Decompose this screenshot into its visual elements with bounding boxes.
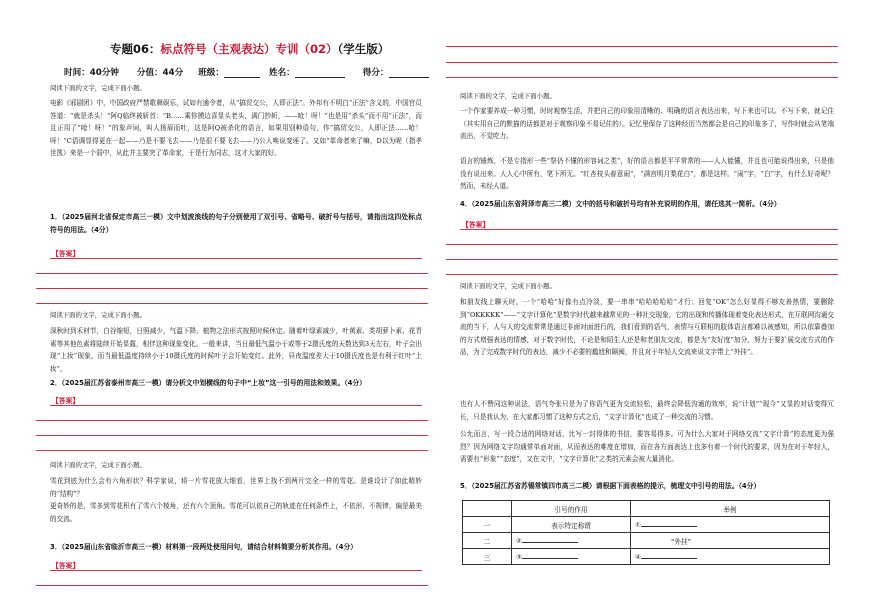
answer-line [446,62,838,63]
question-3: 3．（2025届山东省临沂市高三一模）材料第一段两处使用问句，请结合材料简要分析其作用。（4分） [50,543,358,551]
grade-label: 得分： [362,68,389,78]
title-prefix: 专题06： [110,42,161,56]
answer-line [50,405,422,406]
passage3-instruction: 阅读下面的文字，完成下面小题。 [50,461,146,469]
page-title [110,41,410,57]
answer-line [50,570,422,571]
table-row [463,533,830,549]
grade-blank[interactable] [389,68,429,78]
answer-line [36,420,428,421]
answer-line [446,274,838,275]
question-5: 5．（2025届江苏省苏锡常镇四市高三二模）请根据下面表格的提示，梳理文中引号的用法。（4分） [460,482,761,490]
time-label: 时间：40分钟 [64,68,119,78]
table-cell[interactable] [512,533,631,549]
blank-label: ② [516,536,522,545]
title-suffix: （学生版） [337,42,390,56]
table-cell: 表示特定称谓 [512,517,631,533]
answer-line [36,435,428,436]
passage3-text-2: 更奇妙的是，雪多到雪花积有了雪六个棱角，还有六个顶角。雪花可以依自己的轨迹在任何条件上，不依形，不规律，偏是最美的交流。 [50,502,422,523]
quote-usage-table [462,500,830,565]
blank-label: ④ [635,552,641,561]
score-label: 分值：44分 [136,68,184,78]
table-cell[interactable] [512,549,631,565]
passage2-instruction: 阅读下面的文字，完成下面小题。 [50,311,146,319]
passage1-instruction: 阅读下面的文字，完成下面小题。 [50,84,146,92]
table-cell: 三 [463,549,512,565]
answer-line [460,229,838,230]
answer-line [446,259,838,260]
table-cell: 一 [463,517,512,533]
answer-label-3: 【答案】 [52,562,80,570]
table-cell: 二 [463,533,512,549]
answer-label-4: 【答案】 [462,221,490,229]
table-row [463,517,830,533]
answer-line [36,288,428,289]
answer-line [50,258,422,259]
question-4: 4．（2025届山东省菏泽市高三二模）文中的括号和破折号均有补充说明的作用，请任选其一简析。（4分） [460,200,781,208]
answer-line [36,585,428,586]
table-cell[interactable] [631,517,830,533]
table-cell: “外挂” [631,533,830,549]
class-blank[interactable] [224,68,260,78]
answer-line [36,273,428,274]
class-label: 班级： [198,68,224,78]
passage4-text-1: 一个作家要养成一种习惯，时时观察生活，并把自己的印象用清晰的、明确的语言表达出来，写下来也可以。不写下来，就记住（其实用自己的默描的话都是对于观察印象不易记住的）。记忆里保存了这种经历当然都会是自己的印象多了，写作时就会从笔端流出，不觉吃力。 [460,107,834,140]
question-2: 2．（2025届江苏省泰州市高三一模）请分析文中划横线的句子中“上妆”这一引号的用法和效果。（4分） [50,379,366,387]
answer-line [36,450,428,451]
passage4-instruction: 阅读下面的文字，完成下面小题。 [460,92,556,100]
answer-line [36,303,428,304]
answer-line [446,77,838,78]
passage3-text-1: 雪花到底为什么会有六角形状？科学家说，将一片雪花放大细看，世界上找不到两片完全一样的雪花。是谁设计了如此精妙的“结构”？ [50,477,422,498]
passage4-text-2: 语言的锤炼，不是专指形一些“祭仍不懂的形容词之类”，好的语言都是平平常常的——人人能懂，并且也可能说得出来，只是他没有说出来。人人心中所有，笔下所无。“红杏枝头春意闹”，“满宫明月梨花白”，都是这样。“闹”字，“白”字，有什么好奇呢？然而，未经人道。 [460,157,834,190]
table-row [463,549,830,565]
passage5-text-3: 公允而言，写一段合适的网络对话，比写一封得体的书信，要容易得多。可为什么大家对于网络交流“文字计算”的态度更为强烈？因为网络文字均通常单面对面，从而表达的难度在增加，而在各方面表达上也多有着一个时代的要求，因为在对于年轻人，需要有“形象”“态度”，又在文中，“文字计算化”之类的元素会被大量消化。 [460,430,834,463]
name-label: 姓名： [268,68,295,78]
blank-label: ① [635,520,641,529]
blank-label: ③ [516,552,522,561]
table-cell[interactable] [631,549,830,565]
title-red: 标点符号（主观表达）专训（02） [160,42,338,56]
table-cell [463,501,512,517]
passage5-instruction: 阅读下面的文字，完成下面小题。 [460,282,556,290]
passage5-text-1: 和朋友线上聊天时，一个“哈哈”好像有点冷淡，要一串串“哈哈哈哈哈”才行；回复“OK”怎么好显得不够友善热情，要删除到“OKKKKK”——“文字计算化”是数字时代越来越常见的一种社交现象，它的出现和传播体现着变化表达形式，在互联网沟通交流的当下，人与人的交流常常是通过非面对面进行的，我们看到的语气，表情与互联相的肢体语言都难以被感知，所以依靠叠加的方式增强表达的情感，对于数字时代，不论是和陌生人还是和老朋友交流，都是为“友好度”加分，努力于要扩展交流方式的作品，为了完成数字时代的表达，减少不必要的尴尬和隔阂，并且对于年轻人交流来说文字带上“外挂”。 [460,298,834,356]
passage5-text-2: 也有人不赞同这种说法，语气夸张只是为了你语气更为交流轻松，最终会降低沟通的效率，说“计划”“现今”又显的对话变得冗长，只是我认为，在大家都习惯了这种方式之后，“文字计算化”也成了一种交流的习惯。 [460,400,834,421]
passage1-text: 电影《邪剧团》中，中国政府严禁歌舞娱乐，试如有逾令者，从“搞贸交公，人即正法”。外邦有不明白“正法”含义的，中国官员答道：“就是杀头！”阿Q临终被斩首：“B……乘你摸边喜显头老头，满门抄斩，——呛！呀！”也是用“杀头”而不用“正法”，而且正用了“呛！呀！”的象声词，叫人扬眉而吐，这是阿Q被杀化的语言，如果用别种语句，作“搞贸交公，人即正法……呛！呀！”C语调显得更在一起——乃是不要飞去——乃是很不要飞去——乃公人唤说变诬了。又如“革命者来了嘛，D以为呢（指孝世凯）来是一个弱中，从此并主要突了革命家，于是行为同志，这才大家的好。 [50,99,422,157]
answer-label-1: 【答案】 [52,250,80,258]
table-header-row [463,501,830,517]
table-header: 引号的作用 [512,501,631,517]
passage2-text: 深秋时到禾材节，白谷缩短，日照减少，气温下降，植物之法形式按照时候休定。随着叶绿素减少，叶黄素、类胡萝卜素、花青素等其他色素将陆续开始显露，相伴这种现象变化。一般来讲，当日最低气温小于或等于2摄氏度的天数达到3天左右，叶子会出现“上妆”现象，而当最低温度持续小于10摄氏度的时候叶子会开始变红。此外，昼夜温度差大于10摄氏度也是有利于红叶“上妆”。 [50,327,422,373]
question-1: 1．（2025届河北省保定市高三一模）文中划波浪线的句子分别使用了双引号、省略号、破折号与括号，请指出这四处标点符号的用法。（4分） [50,213,422,234]
answer-line [446,244,838,245]
table-header: 举例 [631,501,830,517]
answer-label-2: 【答案】 [52,397,80,405]
answer-line [446,46,838,47]
exam-meta [64,66,424,78]
name-blank[interactable] [295,68,345,78]
